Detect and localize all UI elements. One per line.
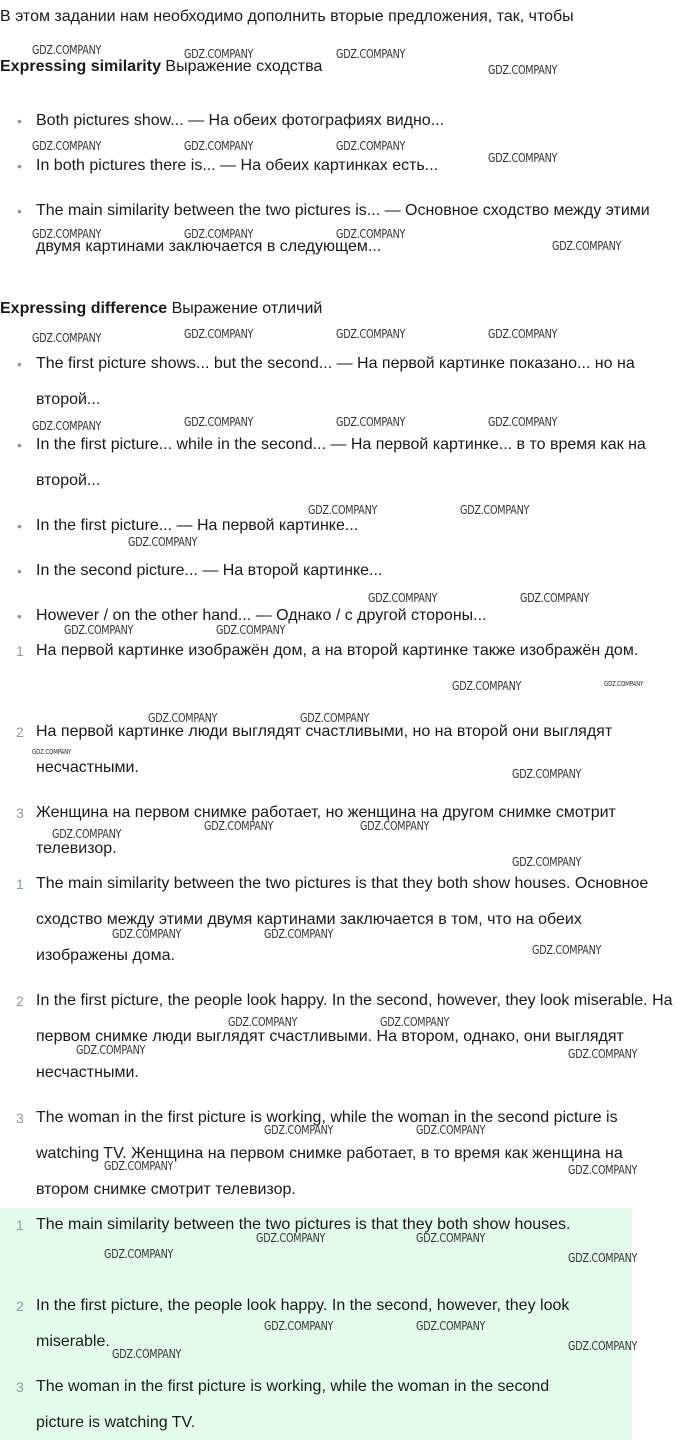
watermark: GDZ.COMPANY [32, 331, 102, 345]
intro-text: В этом задании нам необходимо дополнить вторые предложения, так, чтобы [0, 8, 574, 25]
watermark: GDZ.COMPANY [32, 139, 102, 153]
watermark: GDZ.COMPANY [52, 827, 122, 841]
watermark: GDZ.COMPANY [184, 227, 254, 241]
list-item: • However / on the other hand... — Однако / с другой стороны... [36, 598, 676, 634]
watermark: GDZ.COMPANY [512, 767, 582, 781]
watermark: GDZ.COMPANY [380, 1015, 450, 1029]
watermark: GDZ.COMPANY [128, 535, 198, 549]
watermark: GDZ.COMPANY [184, 139, 254, 153]
watermark: GDZ.COMPANY [488, 63, 558, 77]
watermark: GDZ.COMPANY [32, 419, 102, 433]
watermark: GDZ.COMPANY [416, 1231, 486, 1245]
watermark: GDZ.COMPANY [184, 327, 254, 341]
watermark: GDZ.COMPANY [488, 327, 558, 341]
difference-heading-rest: Выражение отличий [167, 300, 323, 317]
watermark: GDZ.COMPANY [112, 927, 182, 941]
difference-heading [0, 300, 322, 318]
watermark: GDZ.COMPANY [568, 1047, 638, 1061]
watermark: GDZ.COMPANY [532, 943, 602, 957]
watermark: GDZ.COMPANY [148, 711, 218, 725]
watermark: GDZ.COMPANY [360, 819, 430, 833]
list-item: 3 Женщина на первом снимке работает, но женщина на другом снимке смотрит телевизор. [16, 804, 616, 857]
watermark: GDZ.COMPANY [32, 748, 72, 756]
list-item: • The first picture shows... but the second... — На первой картинке показано... но на второй... [36, 346, 676, 418]
watermark: GDZ.COMPANY [336, 415, 406, 429]
watermark: GDZ.COMPANY [452, 679, 522, 693]
watermark: GDZ.COMPANY [336, 47, 406, 61]
watermark: GDZ.COMPANY [488, 415, 558, 429]
watermark: GDZ.COMPANY [112, 1347, 182, 1361]
similarity-heading [0, 58, 322, 76]
list-item: • Both pictures show... — На обеих фотографиях видно... [36, 103, 676, 139]
list-item: • In both pictures there is... — На обеих картинках есть... [36, 148, 676, 184]
watermark: GDZ.COMPANY [32, 227, 102, 241]
watermark: GDZ.COMPANY [336, 327, 406, 341]
watermark: GDZ.COMPANY [568, 1339, 638, 1353]
list-item: 1 На первой картинке изображён дом, а на второй картинке также изображён дом. [16, 642, 639, 659]
watermark: GDZ.COMPANY [568, 1251, 638, 1265]
watermark: GDZ.COMPANY [264, 927, 334, 941]
watermark: GDZ.COMPANY [256, 1231, 326, 1245]
watermark: GDZ.COMPANY [204, 819, 274, 833]
answer-item: 3 The woman in the first picture is working, while the woman in the second picture is watching TV. [16, 1378, 550, 1431]
watermark: GDZ.COMPANY [568, 1163, 638, 1177]
list-item: 2 На первой картинке люди выглядят счастливыми, но на второй они выглядят несчастными. [16, 723, 613, 776]
similarity-heading-bold: Expressing similarity [0, 58, 161, 75]
watermark: GDZ.COMPANY [520, 591, 590, 605]
watermark: GDZ.COMPANY [104, 1159, 174, 1173]
list-item: • In the first picture... — На первой картинке... [36, 508, 676, 544]
watermark: GDZ.COMPANY [308, 503, 378, 517]
watermark: GDZ.COMPANY [336, 227, 406, 241]
watermark: GDZ.COMPANY [336, 139, 406, 153]
watermark: GDZ.COMPANY [216, 623, 286, 637]
watermark: GDZ.COMPANY [300, 711, 370, 725]
watermark: GDZ.COMPANY [184, 47, 254, 61]
watermark: GDZ.COMPANY [460, 503, 530, 517]
watermark: GDZ.COMPANY [368, 591, 438, 605]
list-item: 2 In the first picture, the people look happy. In the second, however, they look miserable. На первом снимке люди выглядят счастливыми. На втором, однако, они выглядят несчастными. [16, 992, 673, 1081]
watermark: GDZ.COMPANY [604, 680, 644, 688]
list-item: 1 The main similarity between the two pictures is that they both show houses. Основное сходство между этими двумя картинами заключается в том, что на обеих изображены дома. [16, 875, 649, 964]
list-item: • In the second picture... — На второй картинке... [36, 553, 676, 589]
watermark: GDZ.COMPANY [104, 1247, 174, 1261]
similarity-heading-rest: Выражение сходства [160, 58, 323, 75]
watermark: GDZ.COMPANY [552, 239, 622, 253]
watermark: GDZ.COMPANY [64, 623, 134, 637]
watermark: GDZ.COMPANY [228, 1015, 298, 1029]
answer-item: 2 In the first picture, the people look happy. In the second, however, they look miserable. [16, 1297, 570, 1350]
watermark: GDZ.COMPANY [76, 1043, 146, 1057]
watermark: GDZ.COMPANY [264, 1319, 334, 1333]
watermark: GDZ.COMPANY [416, 1319, 486, 1333]
answer-item: 1 The main similarity between the two pictures is that they both show houses. [16, 1216, 571, 1233]
difference-heading-bold: Expressing difference [0, 300, 168, 317]
watermark: GDZ.COMPANY [416, 1123, 486, 1137]
watermark: GDZ.COMPANY [512, 855, 582, 869]
watermark: GDZ.COMPANY [488, 151, 558, 165]
list-item: • The main similarity between the two pictures is... — Основное сходство между этими двумя картинами заключается в следующем... [36, 193, 676, 265]
list-item: 3 The woman in the first picture is working, while the woman in the second picture is watching TV. Женщина на первом снимке работает, в то время как женщина на втором снимке смотрит телевизор. [16, 1109, 623, 1198]
watermark: GDZ.COMPANY [32, 43, 102, 57]
watermark: GDZ.COMPANY [184, 415, 254, 429]
list-item: • In the first picture... while in the second... — На первой картинке... в то время как на второй... [36, 427, 676, 499]
watermark: GDZ.COMPANY [264, 1123, 334, 1137]
